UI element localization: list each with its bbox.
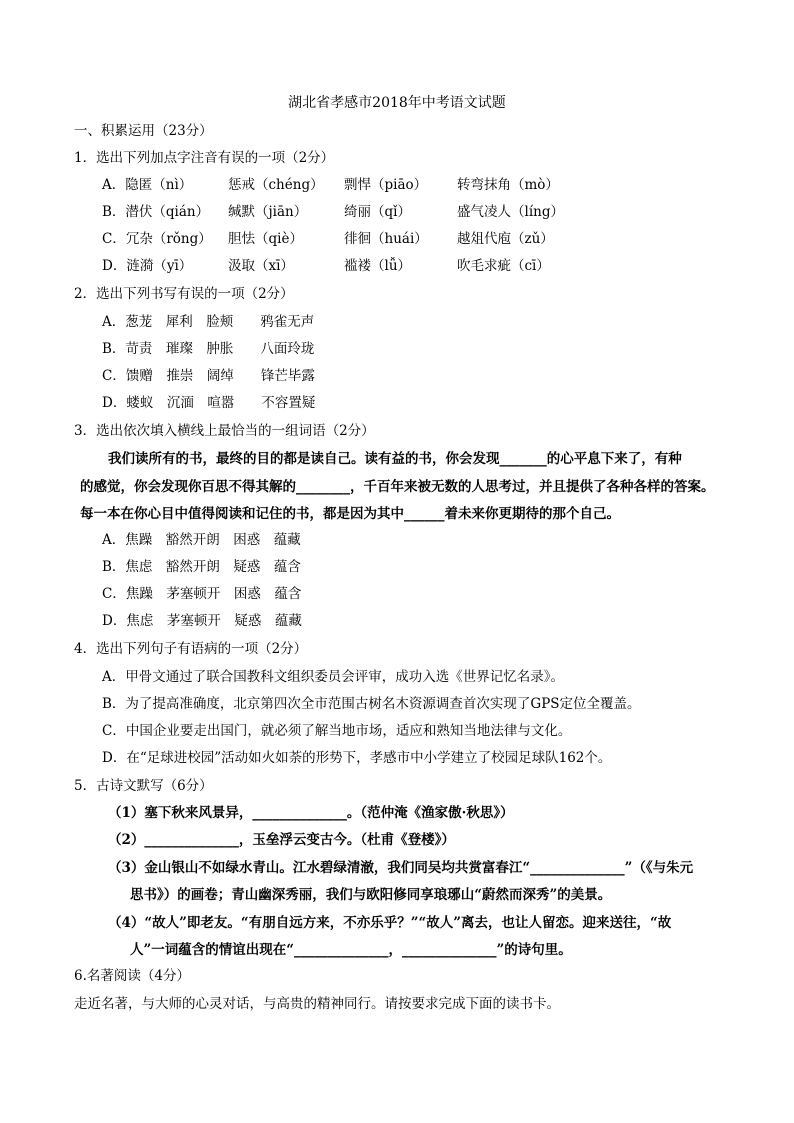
question-6-stem: 6.名著阅读（4分）	[74, 968, 190, 984]
question-5-stem: 5．古诗文默写（6分）	[74, 778, 213, 794]
question-4-stem: 4．选出下列句子有语病的一项（2分）	[74, 641, 308, 657]
question-3-stem: 3．选出依次填入横线上最恰当的一组词语（2分）	[74, 423, 375, 439]
question-2-stem: 2．选出下列书写有误的一项（2分）	[74, 286, 294, 302]
q4-option-a: A．甲骨文通过了联合国教科文组织委员会评审，成功入选《世界记忆名录》。	[102, 669, 564, 685]
q5-item-1: （1）塞下秋来风景异，______________。（范仲淹《渔家傲·秋思》）	[108, 805, 514, 821]
q3-option-b: B．焦虑 豁然开朗 疑惑 蕴含	[102, 559, 301, 575]
q1-option-d-4: 吹毛求疵（cī）	[457, 258, 550, 274]
q1-option-c-4: 越俎代庖（zǔ）	[457, 231, 554, 247]
q4-option-c: C．中国企业要走出国门，就必须了解当地市场，适应和熟知当地法律与文化。	[102, 723, 572, 739]
q1-option-c-2: 胆怯（qiè）	[228, 231, 303, 247]
q1-option-a-2: 惩戒（chéng）	[228, 177, 324, 193]
q3-option-d: D．焦虑 茅塞顿开 疑惑 蕴藏	[102, 613, 302, 629]
section-heading: 一、积累运用（23分）	[74, 123, 213, 139]
q1-option-b-2: 缄默（jiān）	[228, 204, 308, 220]
q5-item-3-line-1: （3）金山银山不如绿水青山。江水碧绿清澈，我们同吴均共赏富春江“______________”（《与朱元	[108, 860, 694, 876]
q3-option-c: C．焦躁 茅塞顿开 困惑 蕴含	[102, 586, 302, 602]
q5-item-3-line-2: 思书》）的画卷；青山幽深秀丽，我们与欧阳修同享琅琊山“蔚然而深秀”的美景。	[130, 887, 612, 903]
q1-option-a-3: 剽悍（piāo）	[344, 177, 428, 193]
page-title: 湖北省孝感市2018年中考语文试题	[288, 95, 506, 111]
q1-option-a-1: A．隐匿（nì）	[102, 177, 193, 193]
q1-option-a-4: 转弯抹角（mò）	[457, 177, 559, 193]
q1-option-b-3: 绮丽（qǐ）	[344, 204, 411, 220]
q2-option-c: C．馈赠 推崇 阔绰 锋芒毕露	[102, 368, 315, 384]
q1-option-c-1: C．冗杂（rǒng）	[102, 231, 212, 247]
q5-item-4-line-2: 人”一词蕴含的情谊出现在“______________，______________”的诗句里。	[130, 942, 572, 958]
q3-passage-line-1: 我们读所有的书，最终的目的都是读自己。读有益的书，你会发现_______的心平息下来了，有种	[108, 451, 682, 467]
q1-option-b-1: B．潜伏（qián）	[102, 204, 210, 220]
q4-option-d: D．在“足球进校园”活动如火如荼的形势下，孝感市中小学建立了校园足球队162个。	[102, 750, 612, 766]
q3-option-a: A．焦躁 豁然开朗 困惑 蕴藏	[102, 532, 301, 548]
q1-option-d-1: D．涟漪（yī）	[102, 258, 193, 274]
q5-item-4-line-1: （4）“故人”即老友。“有朋自远方来，不亦乐乎？”“故人”离去，也让人留恋。迎来送往，“故	[108, 915, 672, 931]
q1-option-d-3: 褴褛（lǚ）	[344, 258, 412, 274]
q2-option-d: D．蝼蚁 沉湎 喧嚣 不容置疑	[102, 395, 316, 411]
q3-passage-line-3: 每一本在你心目中值得阅读和记住的书，都是因为其中______着未来你更期待的那个自己。	[80, 506, 620, 522]
q1-option-b-4: 盛气凌人（líng）	[457, 204, 564, 220]
q5-item-2: （2）______________，玉垒浮云变古今。（杜甫《登楼》）	[108, 832, 455, 848]
q2-option-b: B．苛责 璀璨 肿胀 八面玲珑	[102, 341, 315, 357]
question-1-stem: 1．选出下列加点字注音有误的一项（2分）	[74, 150, 335, 166]
q1-option-d-2: 汲取（xī）	[228, 258, 294, 274]
q3-passage-line-2: 的感觉，你会发现你百思不得其解的________，千百年来被无数的人思考过，并且提供了各种各样的答案。	[80, 479, 715, 495]
q6-intro: 走近名著，与大师的心灵对话，与高贵的精神同行。请按要求完成下面的读书卡。	[74, 996, 560, 1012]
q4-option-b: B．为了提高准确度，北京第四次全市范围古树名木资源调查首次实现了GPS定位全覆盖。	[102, 696, 641, 712]
q2-option-a: A．葱茏 犀利 脸颊 鸦雀无声	[102, 314, 315, 330]
q1-option-c-3: 徘徊（huái）	[344, 231, 428, 247]
